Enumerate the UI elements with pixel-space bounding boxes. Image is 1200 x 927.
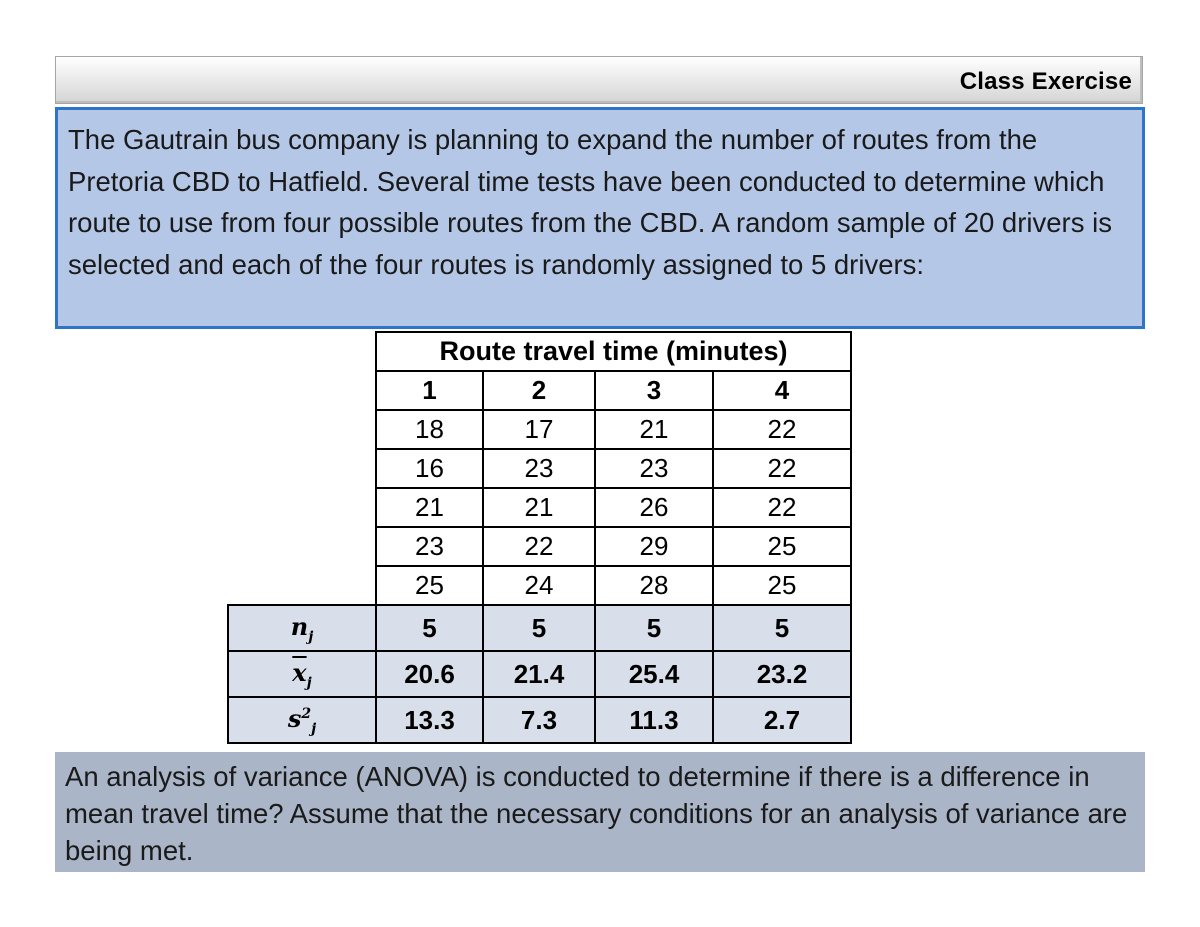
stat-cell: 5 bbox=[483, 605, 595, 651]
stat-symbol: s bbox=[287, 703, 302, 733]
column-header-route-2: 2 bbox=[483, 371, 595, 410]
stat-cell: 5 bbox=[595, 605, 713, 651]
table-cell: 22 bbox=[713, 488, 851, 527]
stat-row-mean bbox=[228, 651, 851, 697]
stat-cell: 7.3 bbox=[483, 697, 595, 743]
blank-cell bbox=[228, 332, 376, 371]
stat-symbol: n bbox=[290, 611, 309, 641]
stat-row-variance bbox=[228, 697, 851, 743]
table-cell: 21 bbox=[595, 410, 713, 449]
table-row bbox=[228, 527, 851, 566]
blank-cell bbox=[228, 410, 376, 449]
table-row bbox=[228, 410, 851, 449]
table-cell: 23 bbox=[376, 527, 483, 566]
table-row bbox=[228, 566, 851, 605]
table-cell: 28 bbox=[595, 566, 713, 605]
closing-text: An analysis of variance (ANOVA) is conducted to determine if there is a difference in mean travel time? Assume that the necessary conditions for an analysis of variance are being met. bbox=[65, 761, 1128, 866]
stat-cell: 11.3 bbox=[595, 697, 713, 743]
column-header-route-3: 3 bbox=[595, 371, 713, 410]
table-title: Route travel time (minutes) bbox=[376, 332, 851, 371]
stat-label-xbar bbox=[228, 651, 376, 697]
closing-box bbox=[55, 752, 1145, 872]
stat-subscript: j bbox=[306, 674, 312, 691]
stat-cell: 13.3 bbox=[376, 697, 483, 743]
intro-box bbox=[55, 107, 1145, 329]
blank-cell bbox=[228, 488, 376, 527]
column-header-route-1: 1 bbox=[376, 371, 483, 410]
blank-cell bbox=[228, 566, 376, 605]
table-cell: 25 bbox=[376, 566, 483, 605]
table-cell: 24 bbox=[483, 566, 595, 605]
table-row bbox=[228, 488, 851, 527]
table-cell: 29 bbox=[595, 527, 713, 566]
blank-cell bbox=[228, 527, 376, 566]
table-cell: 25 bbox=[713, 566, 851, 605]
header-bar bbox=[55, 56, 1143, 104]
stat-cell: 20.6 bbox=[376, 651, 483, 697]
table-row bbox=[228, 449, 851, 488]
stat-subscript: j bbox=[311, 720, 317, 737]
table-cell: 16 bbox=[376, 449, 483, 488]
intro-text: The Gautrain bus company is planning to expand the number of routes from the Pretoria CBD to Hatfield. Several time tests have been conducted to determine which route to use from four possible routes from the CBD. A random sample of 20 drivers is selected and each of the four routes is randomly assigned to 5 drivers: bbox=[68, 124, 1112, 280]
table-cell: 25 bbox=[713, 527, 851, 566]
stat-cell: 5 bbox=[713, 605, 851, 651]
blank-cell bbox=[228, 371, 376, 410]
stat-symbol: $\overline{x}$ bbox=[292, 657, 307, 687]
table-cell: 23 bbox=[595, 449, 713, 488]
table-cell: 18 bbox=[376, 410, 483, 449]
table-cell: 17 bbox=[483, 410, 595, 449]
stat-label-s-squared bbox=[228, 697, 376, 743]
table-cell: 22 bbox=[713, 410, 851, 449]
table-cell: 22 bbox=[713, 449, 851, 488]
column-header-route-4: 4 bbox=[713, 371, 851, 410]
table-header-row bbox=[228, 371, 851, 410]
stat-label-n bbox=[228, 605, 376, 651]
slide-title: Class Exercise bbox=[959, 68, 1132, 95]
stat-cell: 21.4 bbox=[483, 651, 595, 697]
table-cell: 23 bbox=[483, 449, 595, 488]
table-cell: 21 bbox=[376, 488, 483, 527]
stat-cell: 2.7 bbox=[713, 697, 851, 743]
blank-cell bbox=[228, 449, 376, 488]
table-cell: 22 bbox=[483, 527, 595, 566]
stat-cell: 25.4 bbox=[595, 651, 713, 697]
stat-subscript: j bbox=[308, 628, 314, 645]
table-title-row bbox=[228, 332, 851, 371]
stat-cell: 5 bbox=[376, 605, 483, 651]
route-travel-time-table bbox=[227, 331, 852, 744]
table-cell: 26 bbox=[595, 488, 713, 527]
stat-cell: 23.2 bbox=[713, 651, 851, 697]
table-cell: 21 bbox=[483, 488, 595, 527]
stat-superscript: 2 bbox=[301, 705, 312, 722]
stat-row-sample-size bbox=[228, 605, 851, 651]
